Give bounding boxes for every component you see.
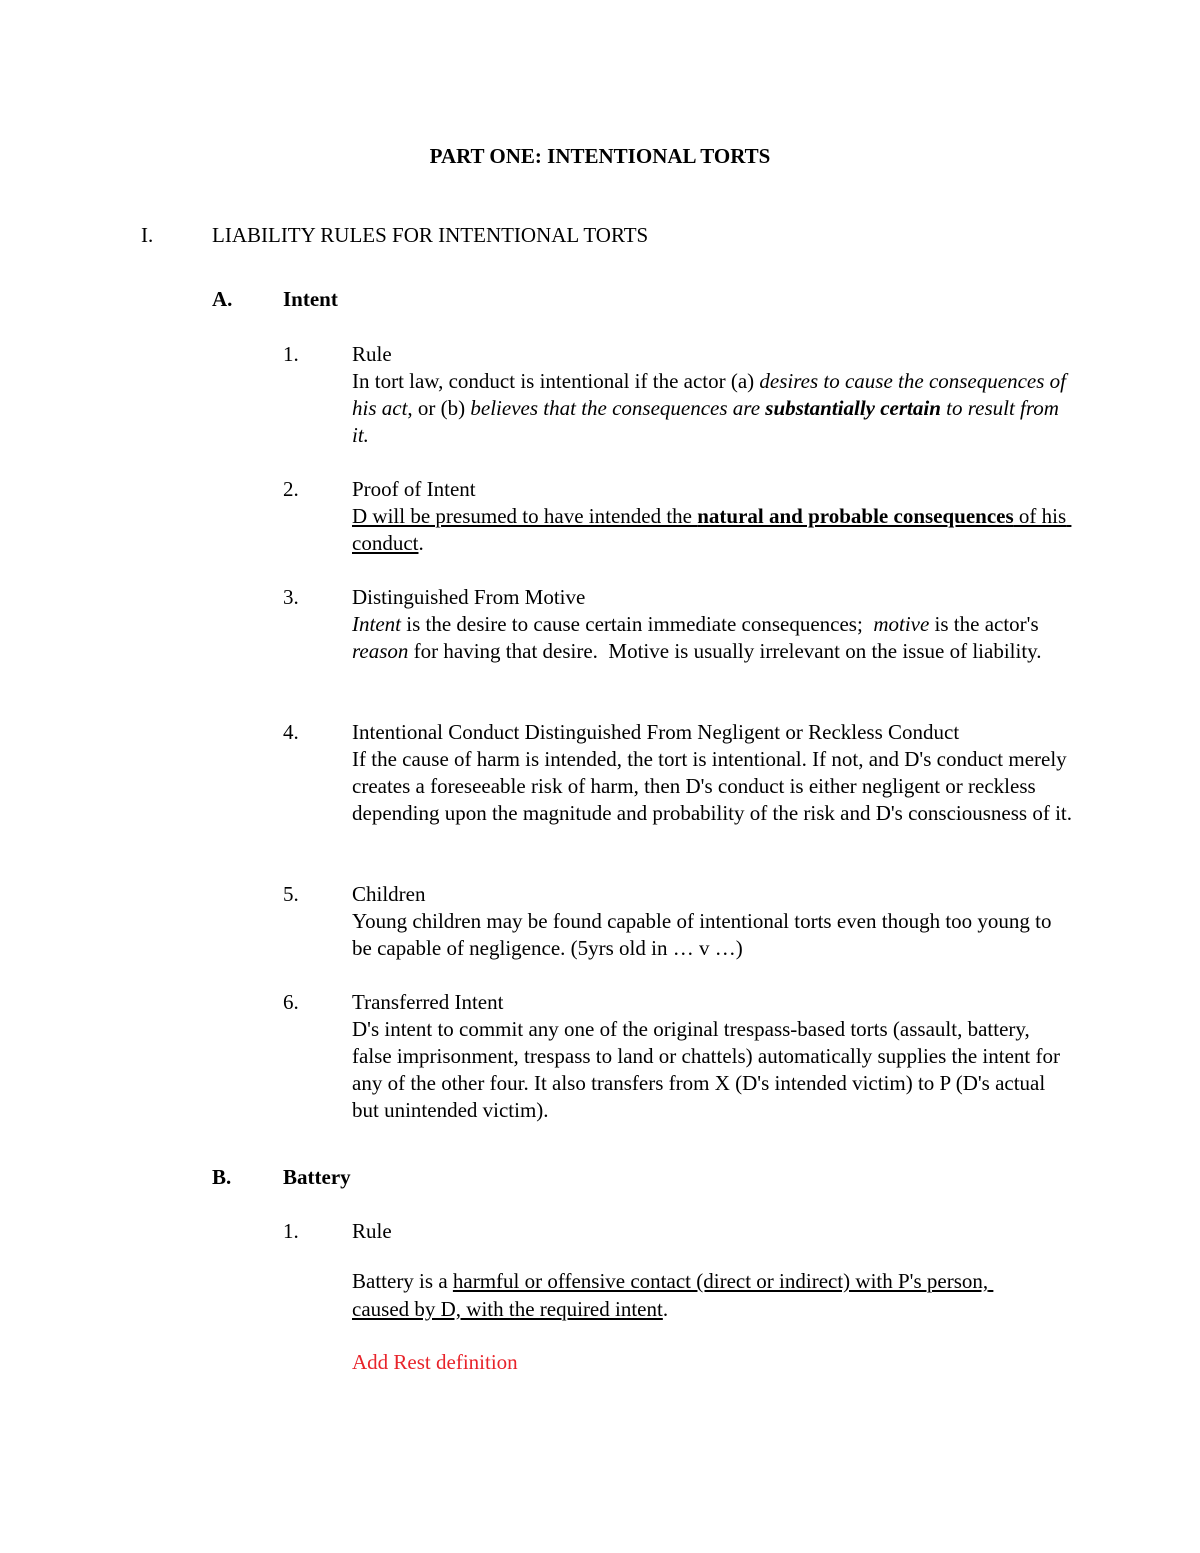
item-title: Proof of Intent [352,477,476,501]
item-body [352,503,1072,557]
body-text: . [662,1297,669,1321]
item-number: 1. [283,1219,299,1243]
body-underlined: D will be presumed to have intended the [352,504,698,528]
body-text: for having that desire. Motive is usually irrelevant on the issue of liability. [408,639,1042,663]
body-text: , or (b) [407,396,471,420]
body-bold-italic: substantially certain [765,396,941,420]
item-number: 3. [283,585,299,609]
item-title: Transferred Intent [352,990,504,1014]
subsection-a-heading: Intent [283,287,338,311]
body-underlined: harmful or offensive contact (direct or indirect) with P's person, caused by D, with the required intent [352,1269,994,1321]
body-italic: Intent [352,612,401,636]
item-title: Distinguished From Motive [352,585,586,609]
body-text: is the desire to cause certain immediate consequences; [400,612,874,636]
body-italic: reason [352,639,409,663]
body-text: In tort law, conduct is intentional if the actor (a) [352,369,760,393]
item-number: 5. [283,882,299,906]
body-text: . [418,531,424,555]
item-body: If the cause of harm is intended, the tort is intentional. If not, and D's conduct merely creates a foreseeable risk of harm, then D's conduct is either negligent or reckless depending upon the magnitude and probability of the risk and D's consciousness of it. [352,747,1072,825]
body-underlined: of his conduct [352,504,1072,555]
list-item-motive [352,584,1072,665]
body-italic: motive [873,612,930,636]
item-title: Rule [352,1219,392,1243]
body-italic: believes that the consequences are [470,396,766,420]
list-item-rule [352,341,1072,449]
item-number: 4. [283,720,299,744]
item-body: Young children may be found capable of intentional torts even though too young to be capable of negligence. (5yrs old in … v …) [352,909,1052,960]
list-item-children [352,881,1072,962]
list-item-transferred-intent [352,989,1072,1124]
item-body [352,611,1072,665]
item-body [352,368,1072,449]
section-numeral: I. [141,223,154,247]
document-title: PART ONE: INTENTIONAL TORTS [429,144,771,168]
subsection-a-letter: A. [212,287,233,311]
item-number: 6. [283,990,299,1014]
body-text: is the actor's [929,612,1044,636]
item-body: D's intent to commit any one of the original trespass-based torts (assault, battery, false imprisonment, trespass to land or chattels) automatically supplies the intent for any of the other four. It also transfers from X (D's intended victim) to P (D's actual but unintended victim). [352,1017,1060,1122]
battery-rule-body [352,1267,1012,1323]
body-text: Battery is a [352,1269,453,1293]
list-item-intentional-conduct [352,719,1072,827]
section-heading: LIABILITY RULES FOR INTENTIONAL TORTS [212,223,649,247]
body-italic: to result from it. [352,396,1065,447]
item-number: 1. [283,342,299,366]
item-number: 2. [283,477,299,501]
body-bold-underlined: natural and probable consequences [697,504,1014,528]
item-title: Intentional Conduct Distinguished From Negligent or Reckless Conduct [352,720,960,744]
item-title: Children [352,882,426,906]
editor-note: Add Rest definition [352,1350,518,1374]
list-item-proof-of-intent [352,476,1072,557]
body-italic: desires to cause the consequences of his act [352,369,1072,420]
subsection-b-letter: B. [212,1165,232,1189]
item-title: Rule [352,342,392,366]
subsection-b-heading: Battery [283,1165,351,1189]
